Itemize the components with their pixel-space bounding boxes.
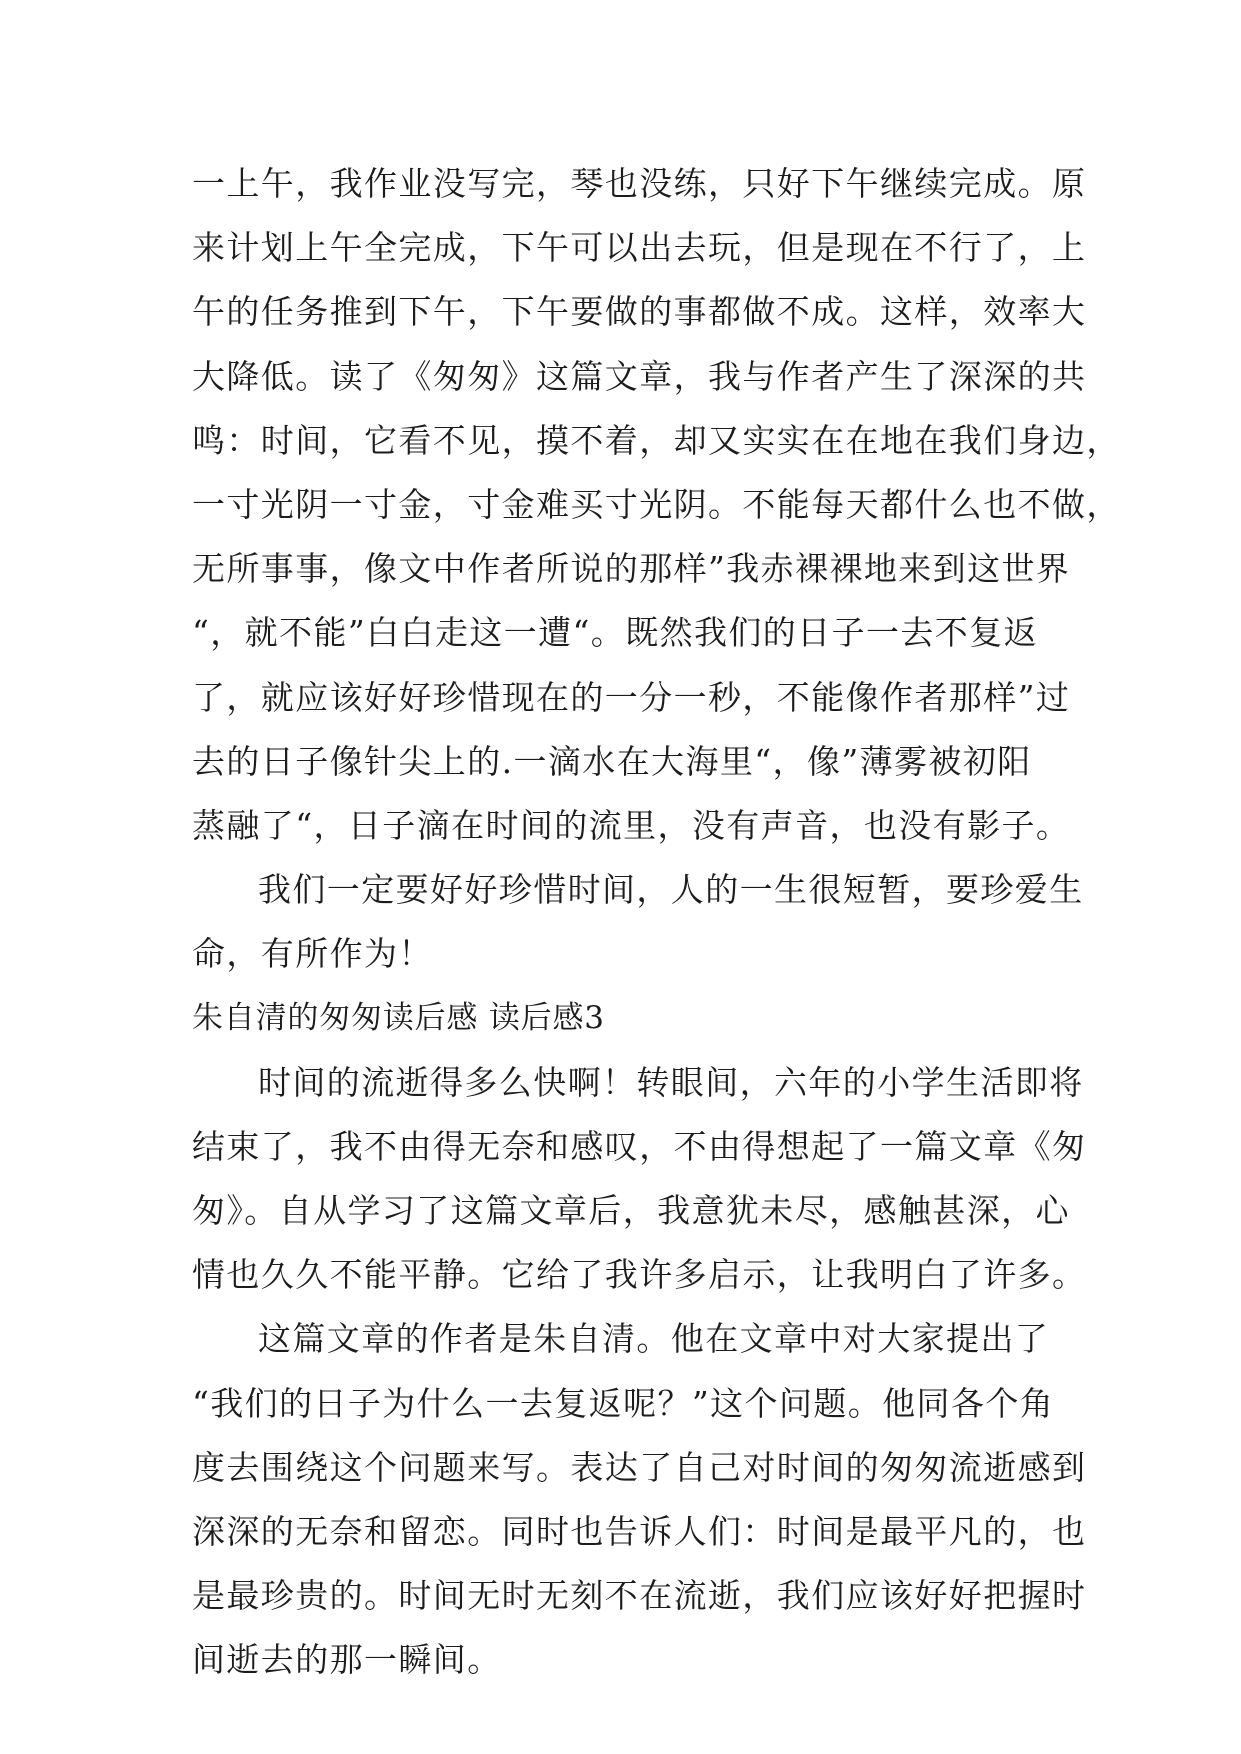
paragraph-line: 一寸光阴一寸金，寸金难买寸光阴。不能每天都什么也不做， — [192, 484, 1121, 524]
paragraph-line: 鸣：时间，它看不见，摸不着，却又实实在在地在我们身边， — [192, 420, 1121, 460]
paragraph-line: 结束了，我不由得无奈和感叹，不由得想起了一篇文章《匆 — [192, 1126, 1087, 1166]
paragraph-line: 时间的流逝得多么快啊！转眼间，六年的小学生活即将 — [258, 1062, 1084, 1102]
paragraph-line: 无所事事，像文中作者所说的那样”我赤裸裸地来到这世界 — [192, 549, 1071, 589]
paragraph-line: 了，就应该好好珍惜现在的一分一秒，不能像作者那样”过 — [192, 677, 1071, 717]
paragraph-line: 间逝去的那一瞬间。 — [192, 1640, 502, 1680]
paragraph-line: 我们一定要好好珍惜时间，人的一生很短暂，要珍爱生 — [258, 870, 1084, 910]
paragraph-line: 度去围绕这个问题来写。表达了自己对时间的匆匆流逝感到 — [192, 1447, 1087, 1487]
paragraph-line: 是最珍贵的。时间无时无刻不在流逝，我们应该好好把握时 — [192, 1576, 1087, 1616]
paragraph-line: 大降低。读了《匆匆》这篇文章，我与作者产生了深深的共 — [192, 356, 1087, 396]
paragraph-line: “我们的日子为什么一去复返呢？”这个问题。他同各个角 — [192, 1383, 1055, 1423]
paragraph-line: 深深的无奈和留恋。同时也告诉人们：时间是最平凡的，也 — [192, 1511, 1087, 1551]
paragraph-line: “，就不能”白白走这一遭“。既然我们的日子一去不复返 — [192, 613, 1039, 653]
document-body — [192, 152, 1121, 1693]
paragraph-line: 一上午，我作业没写完，琴也没练，只好下午继续完成。原 — [192, 164, 1087, 203]
paragraph-line: 蒸融了“，日子滴在时间的流里，没有声音，也没有影子。 — [192, 805, 1071, 845]
section-heading: 朱自清的匆匆读后感 读后感3 — [192, 1000, 605, 1037]
paragraph-line: 情也久久不能平静。它给了我许多启示，让我明白了许多。 — [192, 1255, 1087, 1295]
paragraph-line: 来计划上午全完成，下午可以出去玩，但是现在不行了，上 — [192, 228, 1087, 268]
paragraph-line: 匆》。自从学习了这篇文章后，我意犹未尽，感触甚深，心 — [192, 1191, 1070, 1230]
paragraph-line: 午的任务推到下午，下午要做的事都做不成。这样，效率大 — [192, 292, 1087, 332]
paragraph-line: 去的日子像针尖上的.一滴水在大海里“，像”薄雾被初阳 — [192, 741, 1032, 781]
paragraph-line: 命，有所作为！ — [192, 934, 433, 974]
paragraph-line: 这篇文章的作者是朱自清。他在文章中对大家提出了 — [258, 1319, 1050, 1359]
